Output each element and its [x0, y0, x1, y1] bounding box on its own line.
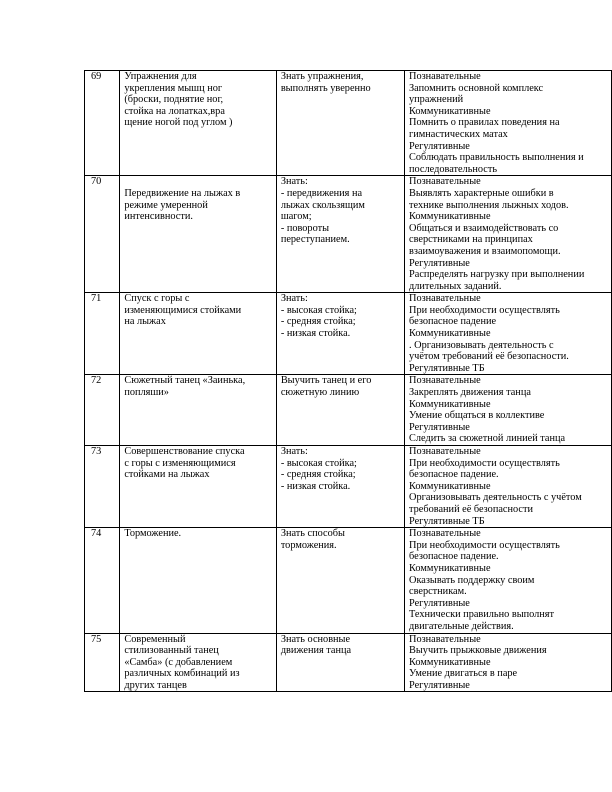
lesson-uud-line: Оказывать поддержку своим — [409, 574, 535, 586]
lesson-uud-line: учётом требований её безопасности. — [409, 351, 569, 363]
lesson-plan-body — [85, 71, 612, 692]
lesson-topic-line: Упражнения для — [124, 71, 197, 82]
lesson-uud-line: Регулятивные — [409, 140, 470, 152]
lesson-row — [85, 446, 612, 528]
lesson-uud-line: требований её безопасности — [409, 503, 533, 515]
lesson-knowledge-line: Знать: — [280, 293, 308, 305]
lesson-knowledge-cell — [276, 446, 404, 528]
lesson-uud-line: Выучить прыжковые движения — [409, 645, 547, 657]
lesson-uud-line: Регулятивные — [409, 257, 470, 269]
lesson-uud-line: Коммуникативные — [409, 480, 491, 492]
lesson-topic-line: попляши» — [124, 387, 169, 399]
lesson-row — [85, 176, 612, 293]
lesson-topic-line: режиме умеренной — [124, 199, 208, 211]
lesson-plan-table — [84, 70, 612, 692]
spacer — [124, 176, 273, 188]
lesson-uud-line: двигательные действия. — [409, 620, 514, 632]
lesson-topic-line: «Самба» (с добавлением — [124, 656, 233, 668]
lesson-uud-line: Коммуникативные — [409, 105, 491, 117]
lesson-uud-line: технике выполнения лыжных ходов. — [409, 199, 569, 211]
lesson-number: 75 — [91, 633, 102, 645]
lesson-knowledge-cell — [276, 528, 404, 633]
lesson-uud-line: безопасное падение. — [409, 551, 499, 563]
lesson-uud-line: Коммуникативные — [409, 562, 491, 574]
lesson-knowledge-line: - средняя стойка; — [280, 316, 356, 328]
lesson-uud-cell — [405, 71, 612, 176]
lesson-uud-cell — [405, 446, 612, 528]
lesson-number-cell — [85, 71, 120, 176]
lesson-uud-line: Коммуникативные — [409, 328, 491, 340]
lesson-topic-line: Передвижение на лыжах в — [124, 187, 241, 199]
lesson-knowledge-line: движения танца — [280, 645, 352, 657]
lesson-row — [85, 528, 612, 633]
lesson-knowledge-line: выполнять уверенно — [280, 82, 371, 94]
lesson-topic-line: на лыжах — [124, 316, 166, 328]
lesson-number: 72 — [91, 375, 102, 387]
lesson-topic-cell — [120, 176, 276, 293]
lesson-uud-line: сверстниками на принципах — [409, 234, 533, 246]
lesson-uud-line: Регулятивные — [409, 597, 470, 609]
lesson-knowledge-cell — [276, 375, 404, 446]
lesson-uud-line: Регулятивные ТБ — [409, 515, 485, 527]
lesson-uud-cell — [405, 528, 612, 633]
lesson-topic-cell — [120, 446, 276, 528]
lesson-topic-line: изменяющимися стойками — [124, 304, 242, 316]
lesson-number-cell — [85, 293, 120, 375]
lesson-row — [85, 71, 612, 176]
lesson-uud-line: . Организовывать деятельность с — [409, 339, 554, 351]
lesson-number: 74 — [91, 528, 102, 540]
lesson-uud-line: Познавательные — [409, 176, 481, 188]
lesson-topic-cell — [120, 633, 276, 692]
lesson-knowledge-line: Знать: — [280, 176, 308, 188]
lesson-uud-line: Общаться и взаимодействовать со — [409, 222, 559, 234]
lesson-number-cell — [85, 375, 120, 446]
lesson-uud-line: сверстникам. — [409, 586, 467, 598]
lesson-uud-line: При необходимости осуществлять — [409, 304, 560, 316]
lesson-uud-cell — [405, 176, 612, 293]
lesson-knowledge-line: - низкая стойка. — [280, 328, 351, 340]
lesson-row — [85, 375, 612, 446]
lesson-knowledge-line: Знать основные — [280, 633, 351, 645]
lesson-uud-line: Познавательные — [409, 446, 481, 457]
lesson-uud-line: Коммуникативные — [409, 211, 491, 223]
lesson-topic-line: Совершенствование спуска — [124, 446, 245, 457]
lesson-topic-line: Сюжетный танец «Заинька, — [124, 375, 246, 387]
lesson-topic-line: стилизованный танец — [124, 645, 219, 657]
lesson-uud-line: Технически правильно выполнят — [409, 609, 555, 621]
lesson-topic-line: Спуск с горы с — [124, 293, 190, 305]
lesson-uud-cell — [405, 633, 612, 692]
lesson-uud-line: Познавательные — [409, 633, 481, 645]
lesson-uud-line: Помнить о правилах поведения на — [409, 117, 560, 129]
lesson-row — [85, 293, 612, 375]
lesson-knowledge-line: лыжах скользящим — [280, 199, 365, 211]
lesson-number-cell — [85, 633, 120, 692]
lesson-topic-cell — [120, 528, 276, 633]
lesson-uud-line: Выявлять характерные ошибки в — [409, 187, 554, 199]
lesson-row — [85, 633, 612, 692]
lesson-uud-line: безопасное падение — [409, 316, 497, 328]
lesson-knowledge-line: - передвижения на — [280, 187, 363, 199]
lesson-topic-line: стойками на лыжах — [124, 469, 210, 481]
lesson-knowledge-line: Знать упражнения, — [280, 71, 364, 82]
lesson-knowledge-line: переступанием. — [280, 234, 350, 246]
lesson-uud-line: Соблюдать правильность выполнения и — [409, 152, 584, 164]
lesson-uud-line: Коммуникативные — [409, 398, 491, 410]
lesson-topic-line: интенсивности. — [124, 211, 193, 223]
lesson-topic-line: щение ногой под углом ) — [124, 117, 233, 129]
lesson-knowledge-line: - высокая стойка; — [280, 457, 357, 469]
lesson-knowledge-line: Выучить танец и его — [280, 375, 372, 387]
lesson-topic-cell — [120, 71, 276, 176]
lesson-topic-line: (броски, поднятие ног, — [124, 94, 224, 106]
lesson-topic-line: различных комбинаций из — [124, 668, 240, 680]
lesson-uud-line: Регулятивные — [409, 679, 470, 691]
lesson-topic-line: стойка на лопатках,вра — [124, 105, 225, 117]
lesson-uud-line: Познавательные — [409, 375, 481, 387]
lesson-uud-line: Познавательные — [409, 293, 481, 305]
lesson-uud-line: длительных заданий. — [409, 280, 502, 292]
lesson-knowledge-line: Знать: — [280, 446, 308, 457]
lesson-plan-page — [84, 70, 612, 692]
lesson-uud-line: Закреплять движения танца — [409, 387, 531, 399]
lesson-uud-line: Регулятивные ТБ — [409, 362, 485, 374]
lesson-knowledge-line: - повороты — [280, 222, 329, 234]
lesson-uud-line: последовательность — [409, 163, 498, 175]
lesson-knowledge-cell — [276, 176, 404, 293]
lesson-uud-line: взаимоуважения и взаимопомощи. — [409, 245, 561, 257]
lesson-number: 70 — [91, 176, 102, 188]
lesson-number-cell — [85, 446, 120, 528]
lesson-uud-line: упражнений — [409, 94, 464, 106]
lesson-knowledge-line: сюжетную линию — [280, 387, 360, 399]
lesson-knowledge-line: - низкая стойка. — [280, 480, 351, 492]
lesson-uud-line: Организовывать деятельность с учётом — [409, 492, 582, 504]
lesson-uud-line: Следить за сюжетной линией танца — [409, 433, 566, 445]
lesson-topic-line: Торможение. — [124, 528, 182, 540]
lesson-topic-cell — [120, 293, 276, 375]
lesson-uud-line: Познавательные — [409, 528, 481, 540]
lesson-number: 69 — [91, 71, 102, 82]
lesson-number-cell — [85, 528, 120, 633]
lesson-uud-line: Коммуникативные — [409, 656, 491, 668]
lesson-uud-cell — [405, 375, 612, 446]
lesson-number: 71 — [91, 293, 102, 305]
lesson-knowledge-cell — [276, 71, 404, 176]
lesson-uud-line: Познавательные — [409, 71, 481, 82]
lesson-knowledge-cell — [276, 293, 404, 375]
lesson-number: 73 — [91, 446, 102, 457]
lesson-topic-line: Современный — [124, 633, 186, 645]
lesson-uud-line: Регулятивные — [409, 421, 470, 433]
lesson-number-cell — [85, 176, 120, 293]
lesson-topic-line: с горы с изменяющимися — [124, 457, 236, 469]
lesson-topic-line: других танцев — [124, 679, 187, 691]
lesson-uud-line: гимнастических матах — [409, 128, 508, 140]
lesson-uud-line: Умение общаться в коллективе — [409, 410, 545, 422]
lesson-uud-line: Умение двигаться в паре — [409, 668, 518, 680]
lesson-knowledge-line: - средняя стойка; — [280, 469, 356, 481]
lesson-knowledge-line: шагом; — [280, 211, 312, 223]
lesson-topic-cell — [120, 375, 276, 446]
lesson-knowledge-line: Знать способы — [280, 528, 345, 540]
lesson-uud-line: Запомнить основной комплекс — [409, 82, 544, 94]
lesson-knowledge-cell — [276, 633, 404, 692]
lesson-uud-cell — [405, 293, 612, 375]
lesson-knowledge-line: торможения. — [280, 539, 337, 551]
lesson-uud-line: Распределять нагрузку при выполнении — [409, 269, 585, 281]
lesson-uud-line: При необходимости осуществлять — [409, 539, 560, 551]
lesson-uud-line: безопасное падение. — [409, 469, 499, 481]
lesson-knowledge-line: - высокая стойка; — [280, 304, 357, 316]
lesson-topic-line: укрепления мышц ног — [124, 82, 223, 94]
lesson-uud-line: При необходимости осуществлять — [409, 457, 560, 469]
